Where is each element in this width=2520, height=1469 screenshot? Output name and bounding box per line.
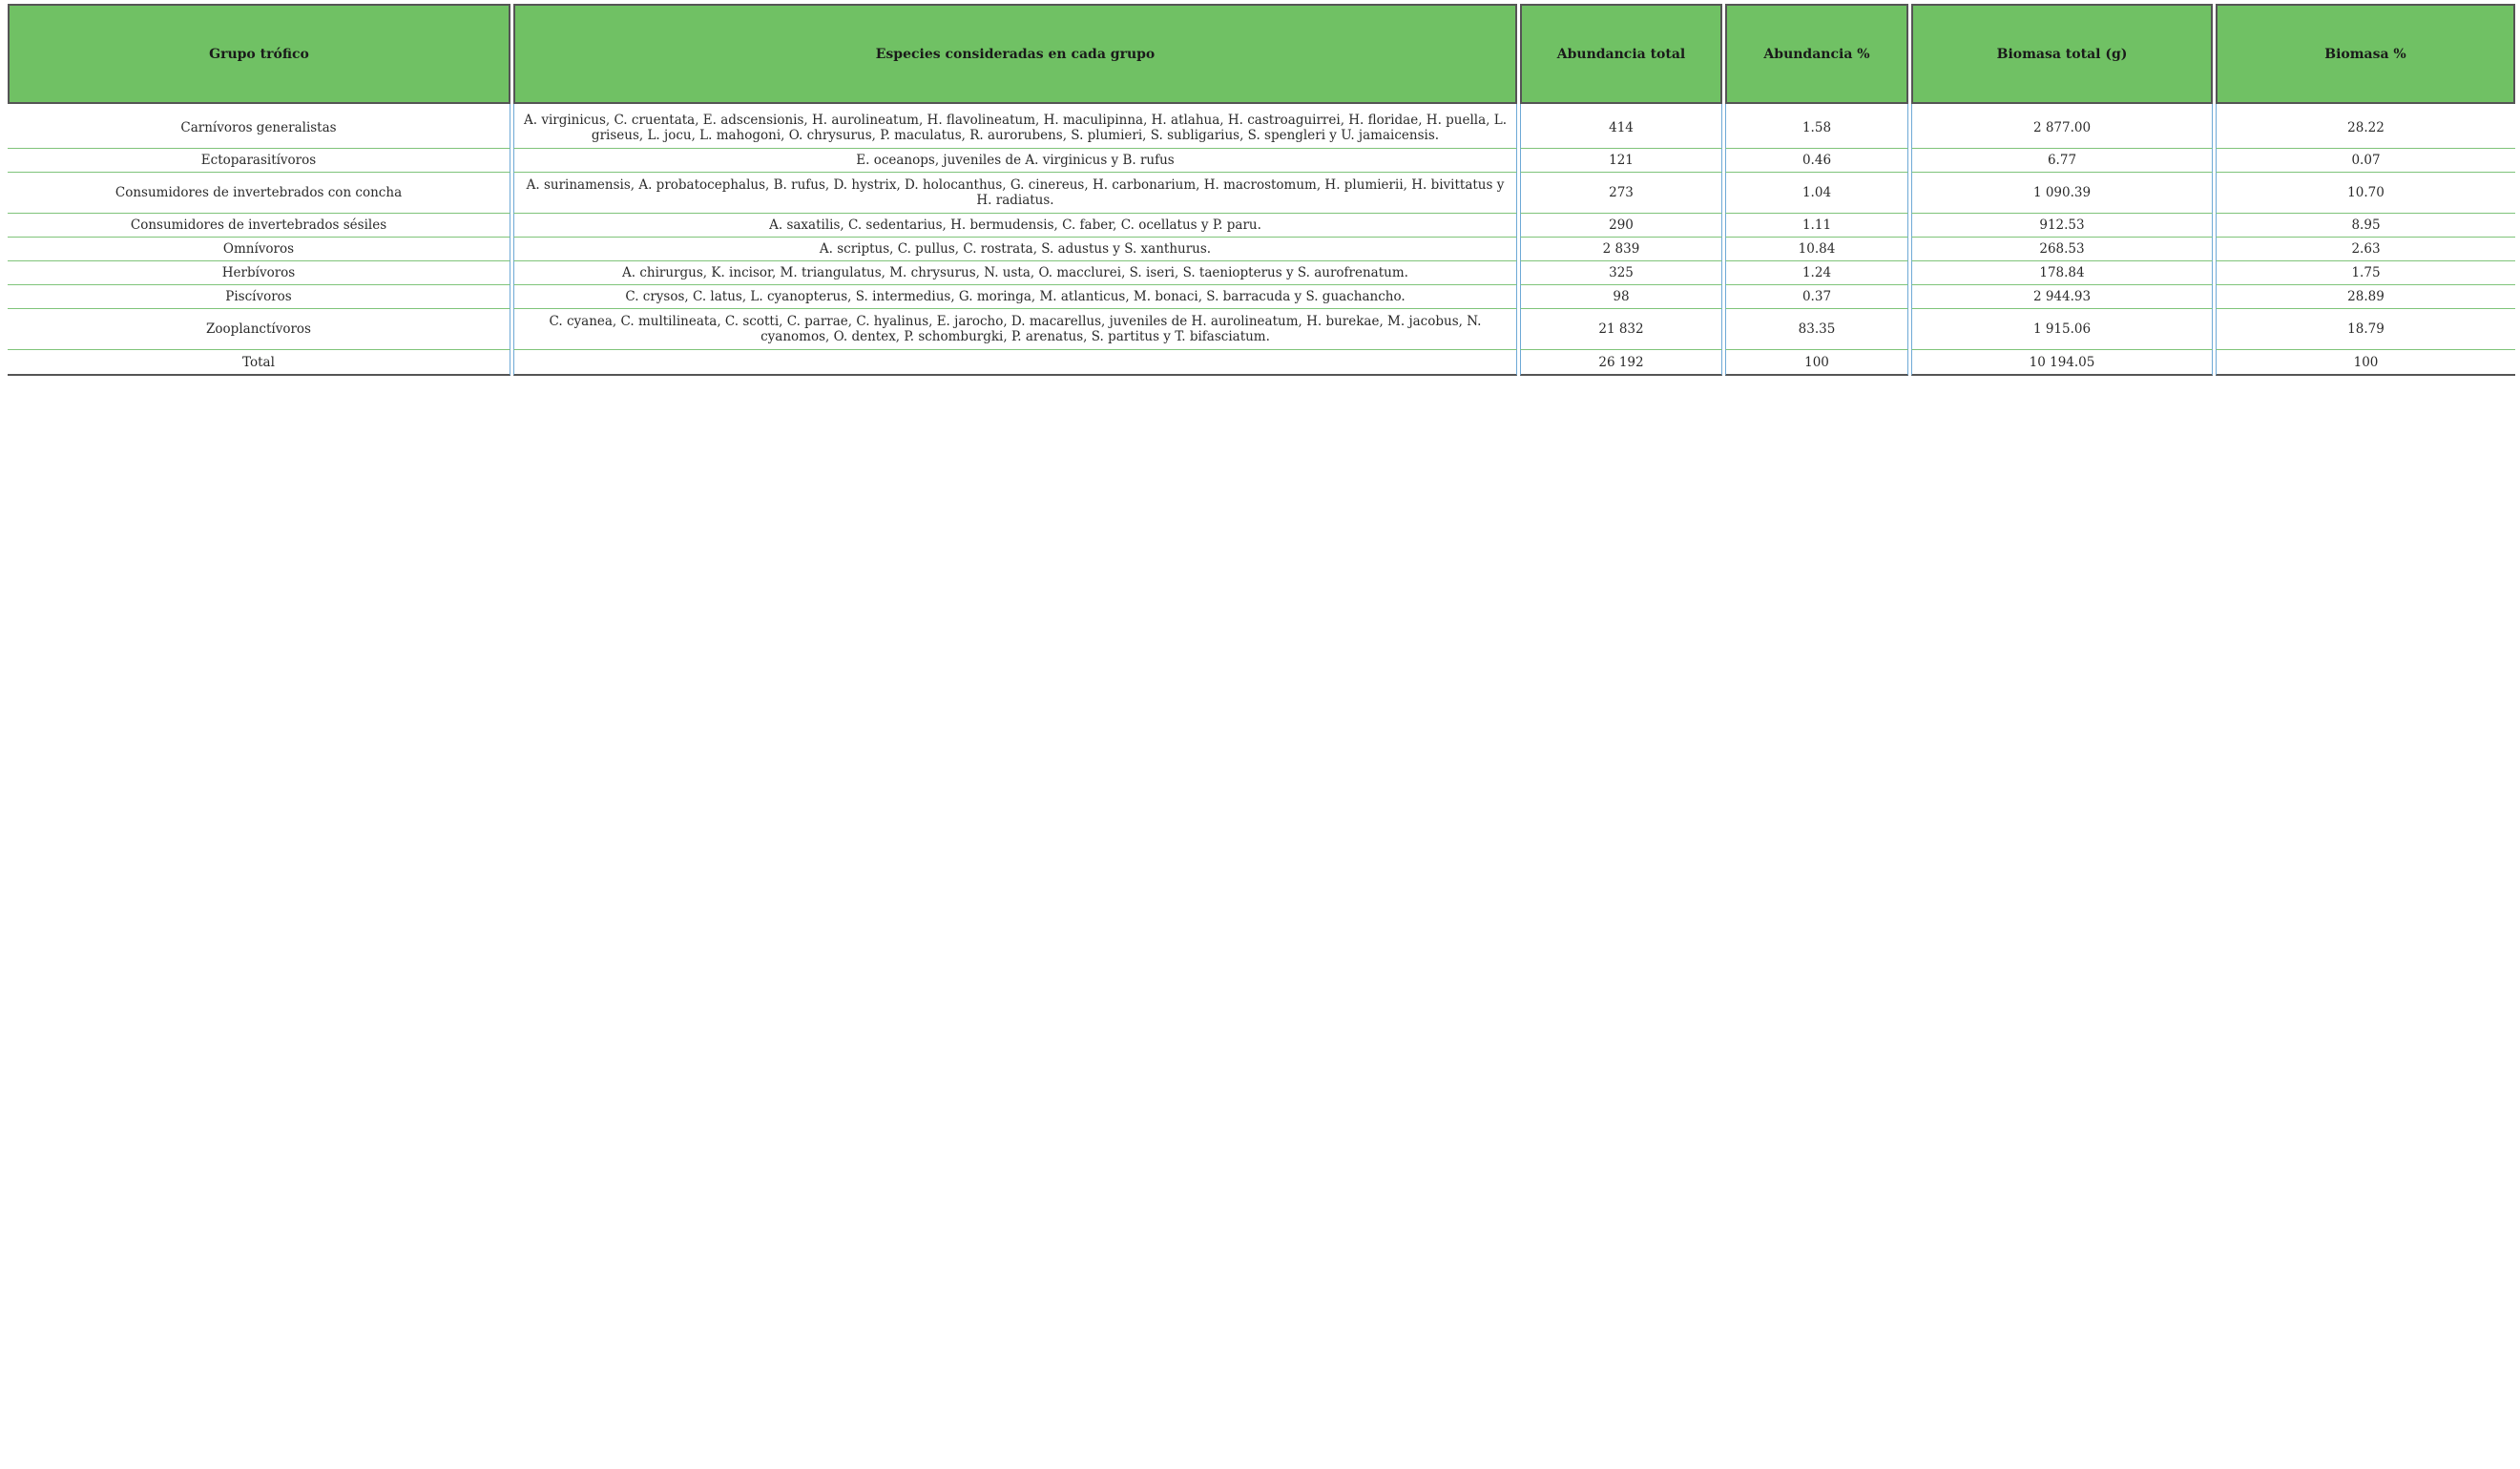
cell-trophic-group: Consumidores de invertebrados con concha [8, 173, 510, 214]
cell-biomass-total: 1 090.39 [1911, 173, 2213, 214]
cell-biomass-pct: 0.07 [2216, 149, 2515, 173]
cell-total-abundance-pct: 100 [1725, 350, 1908, 376]
cell-species: A. virginicus, C. cruentata, E. adscensionis, H. aurolineatum, H. flavolineatum, H. maculipinna, H. atlahua, H. castroaguirrei, H. floridae, H. puella, L. griseus, L. jocu, L. mahogoni, O. chrysurus, P. maculatus, R. aurorubens, S. plumieri, S. subligarius, S. spengleri y U. jamaicensis. [513, 104, 1517, 149]
cell-total-label: Total [8, 350, 510, 376]
cell-abundance-pct: 1.11 [1725, 214, 1908, 238]
cell-biomass-pct: 18.79 [2216, 309, 2515, 350]
header-abundance-pct: Abundancia % [1725, 4, 1908, 104]
cell-species: E. oceanops, juveniles de A. virginicus y B. rufus [513, 149, 1517, 173]
table-row [8, 173, 2515, 214]
cell-species: C. cyanea, C. multilineata, C. scotti, C. parrae, C. hyalinus, E. jarocho, D. macarellus, juveniles de H. aurolineatum, H. burekae, M. jacobus, N. cyanomos, O. dentex, P. schomburgki, P. arenatus, S. partitus y T. bifasciatum. [513, 309, 1517, 350]
cell-abundance-pct: 10.84 [1725, 238, 1908, 261]
cell-biomass-total: 1 915.06 [1911, 309, 2213, 350]
cell-abundance-total: 98 [1520, 285, 1722, 309]
cell-biomass-pct: 28.22 [2216, 104, 2515, 149]
cell-trophic-group: Carnívoros generalistas [8, 104, 510, 149]
cell-total-biomass: 10 194.05 [1911, 350, 2213, 376]
cell-total-biomass-pct: 100 [2216, 350, 2515, 376]
header-biomass-pct: Biomasa % [2216, 4, 2515, 104]
cell-total-abundance: 26 192 [1520, 350, 1722, 376]
table-body [8, 104, 2515, 376]
cell-trophic-group: Consumidores de invertebrados sésiles [8, 214, 510, 238]
cell-trophic-group: Piscívoros [8, 285, 510, 309]
table-row [8, 149, 2515, 173]
cell-trophic-group: Zooplanctívoros [8, 309, 510, 350]
trophic-group-table-container [5, 4, 2517, 376]
cell-abundance-total: 2 839 [1520, 238, 1722, 261]
table-row [8, 238, 2515, 261]
cell-abundance-pct: 1.24 [1725, 261, 1908, 285]
cell-abundance-total: 325 [1520, 261, 1722, 285]
cell-trophic-group: Ectoparasitívoros [8, 149, 510, 173]
cell-abundance-pct: 0.37 [1725, 285, 1908, 309]
cell-biomass-total: 2 877.00 [1911, 104, 2213, 149]
cell-species: A. chirurgus, K. incisor, M. triangulatus, M. chrysurus, N. usta, O. macclurei, S. iseri, S. taeniopterus y S. aurofrenatum. [513, 261, 1517, 285]
cell-biomass-pct: 28.89 [2216, 285, 2515, 309]
cell-biomass-total: 178.84 [1911, 261, 2213, 285]
cell-biomass-total: 2 944.93 [1911, 285, 2213, 309]
table-row [8, 104, 2515, 149]
cell-abundance-total: 414 [1520, 104, 1722, 149]
cell-biomass-total: 268.53 [1911, 238, 2213, 261]
table-row [8, 285, 2515, 309]
table-row [8, 309, 2515, 350]
header-trophic-group: Grupo trófico [8, 4, 510, 104]
cell-biomass-pct: 1.75 [2216, 261, 2515, 285]
cell-abundance-total: 290 [1520, 214, 1722, 238]
header-species: Especies consideradas en cada grupo [513, 4, 1517, 104]
cell-abundance-pct: 0.46 [1725, 149, 1908, 173]
table-header [8, 4, 2515, 104]
cell-abundance-total: 121 [1520, 149, 1722, 173]
table-row [8, 261, 2515, 285]
cell-abundance-total: 21 832 [1520, 309, 1722, 350]
cell-total-species [513, 350, 1517, 376]
cell-species: A. saxatilis, C. sedentarius, H. bermudensis, C. faber, C. ocellatus y P. paru. [513, 214, 1517, 238]
header-biomass-total: Biomasa total (g) [1911, 4, 2213, 104]
cell-abundance-pct: 83.35 [1725, 309, 1908, 350]
cell-biomass-pct: 2.63 [2216, 238, 2515, 261]
header-row [8, 4, 2515, 104]
header-abundance-total: Abundancia total [1520, 4, 1722, 104]
cell-biomass-total: 6.77 [1911, 149, 2213, 173]
cell-biomass-pct: 8.95 [2216, 214, 2515, 238]
table-row [8, 214, 2515, 238]
cell-trophic-group: Herbívoros [8, 261, 510, 285]
cell-abundance-total: 273 [1520, 173, 1722, 214]
cell-species: A. surinamensis, A. probatocephalus, B. rufus, D. hystrix, D. holocanthus, G. cinereus, H. carbonarium, H. macrostomum, H. plumierii, H. bivittatus y H. radiatus. [513, 173, 1517, 214]
cell-species: A. scriptus, C. pullus, C. rostrata, S. adustus y S. xanthurus. [513, 238, 1517, 261]
cell-biomass-total: 912.53 [1911, 214, 2213, 238]
cell-species: C. crysos, C. latus, L. cyanopterus, S. intermedius, G. moringa, M. atlanticus, M. bonaci, S. barracuda y S. guachancho. [513, 285, 1517, 309]
cell-trophic-group: Omnívoros [8, 238, 510, 261]
cell-abundance-pct: 1.04 [1725, 173, 1908, 214]
cell-abundance-pct: 1.58 [1725, 104, 1908, 149]
cell-biomass-pct: 10.70 [2216, 173, 2515, 214]
total-row [8, 350, 2515, 376]
trophic-group-table [5, 4, 2518, 376]
